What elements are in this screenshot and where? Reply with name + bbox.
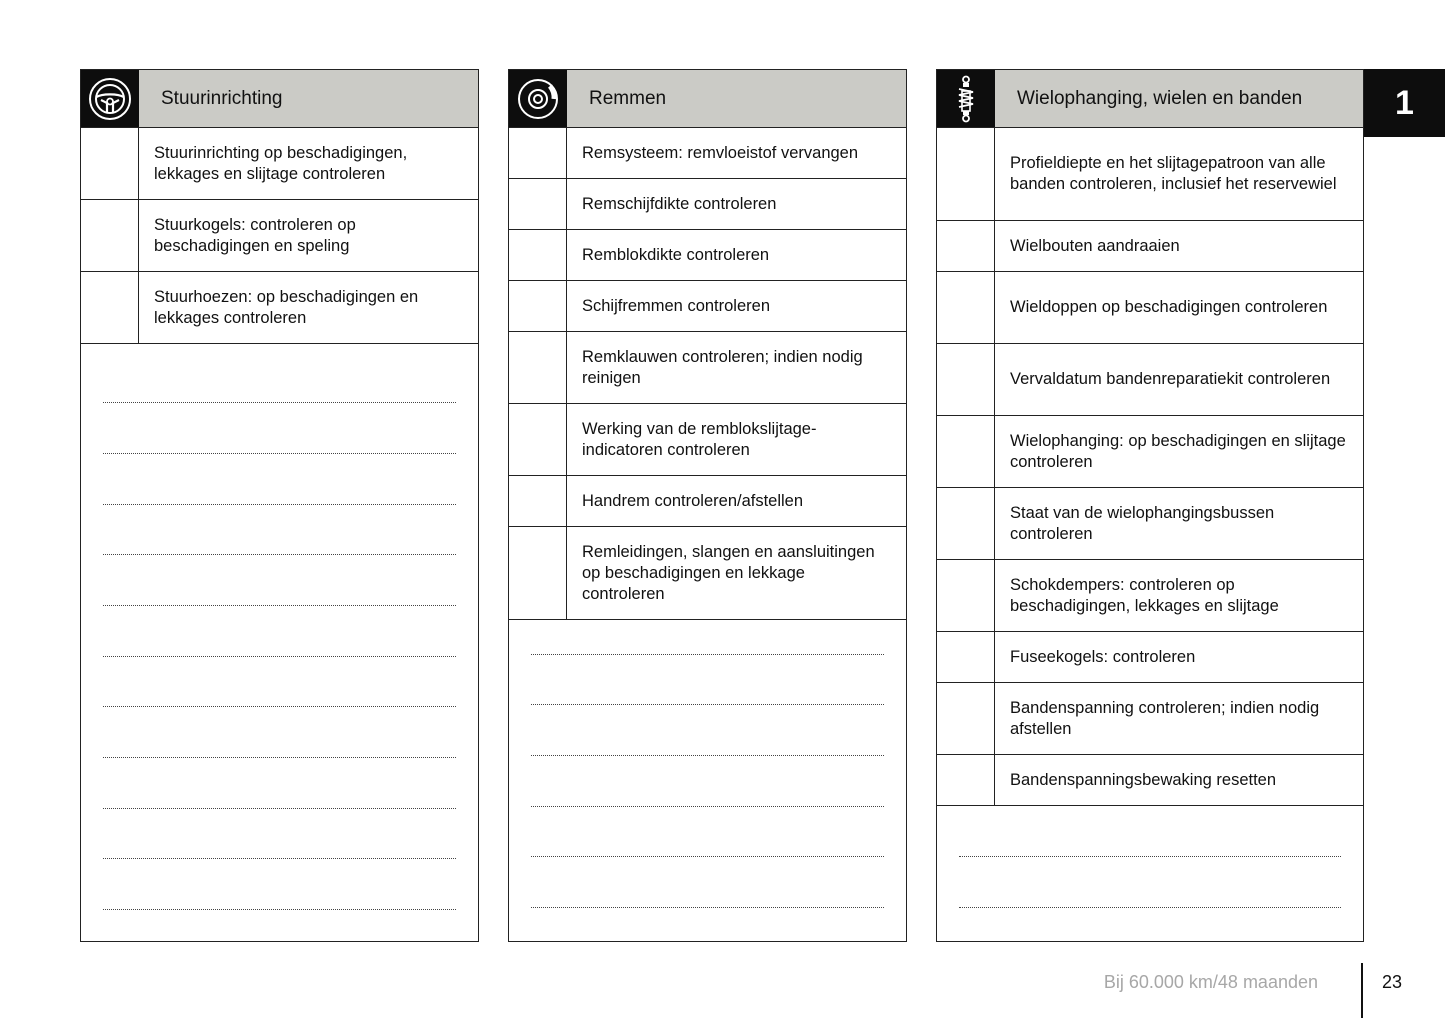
- checklist-item-text: Stuurinrichting op beschadigingen, lekkages en slijtage controleren: [154, 143, 408, 183]
- checklist-row: [937, 488, 1363, 560]
- checklist-row: [937, 755, 1363, 806]
- checklist-row: [81, 200, 478, 272]
- checklist-row: [937, 683, 1363, 755]
- check-box[interactable]: [509, 476, 567, 526]
- checklist-row: [937, 128, 1363, 221]
- note-line: [531, 806, 884, 807]
- check-box[interactable]: [81, 128, 139, 199]
- note-line: [103, 453, 456, 454]
- check-box[interactable]: [509, 230, 567, 280]
- checklist-item-text: Fuseekogels: controleren: [1010, 647, 1196, 666]
- check-box[interactable]: [509, 404, 567, 475]
- checklist-row: [509, 179, 906, 230]
- note-line: [103, 554, 456, 555]
- checklist-item-text: Vervaldatum bandenreparatiekit controleren: [1010, 370, 1331, 388]
- check-box[interactable]: [81, 272, 139, 343]
- checklist-item-text: Remklauwen controleren; indien nodig reinigen: [582, 347, 863, 387]
- check-box[interactable]: [937, 344, 995, 415]
- note-line: [959, 856, 1341, 857]
- note-line: [103, 858, 456, 859]
- checklist-row: [509, 527, 906, 620]
- checklist-item-text: Wielophanging: op beschadigingen en slijtage controleren: [1010, 431, 1346, 471]
- shock-absorber-icon: [937, 70, 995, 127]
- note-line: [531, 704, 884, 705]
- checklist-item-text: Bandenspanningsbewaking resetten: [1010, 770, 1277, 789]
- brake-disc-icon: [509, 70, 567, 127]
- check-box[interactable]: [937, 128, 995, 220]
- checklist-row: [509, 230, 906, 281]
- steering-checklist-panel: [80, 69, 479, 942]
- note-line: [531, 654, 884, 655]
- note-line: [103, 909, 456, 910]
- checklist-item-text: Schijfremmen controleren: [582, 296, 770, 315]
- brakes-title: Remmen: [567, 70, 906, 127]
- checklist-item-text: Handrem controleren/afstellen: [582, 491, 804, 510]
- checklist-row: [937, 632, 1363, 683]
- steering-title: Stuurinrichting: [139, 70, 478, 127]
- checklist-item-text: Wieldoppen op beschadigingen controleren: [1010, 298, 1328, 316]
- note-line: [103, 706, 456, 707]
- note-line: [103, 808, 456, 809]
- brakes-checklist-panel: [508, 69, 907, 942]
- check-box[interactable]: [81, 200, 139, 271]
- suspension-header: [937, 70, 1363, 128]
- checklist-item-text: Stuurkogels: controleren op beschadigingen en speling: [154, 215, 356, 255]
- note-line: [531, 907, 884, 908]
- checklist-item-text: Bandenspanning controleren; indien nodig afstellen: [1010, 698, 1320, 738]
- checklist-row: [509, 404, 906, 476]
- note-line: [103, 605, 456, 606]
- check-box[interactable]: [937, 272, 995, 343]
- check-box[interactable]: [937, 755, 995, 805]
- chapter-tab: 1: [1364, 69, 1445, 137]
- steering-header: [81, 70, 478, 128]
- note-line: [103, 757, 456, 758]
- footer-divider: [1361, 963, 1363, 1018]
- check-box[interactable]: [937, 221, 995, 271]
- note-line: [531, 856, 884, 857]
- checklist-item-text: Remleidingen, slangen en aansluitingen op beschadigingen en lekkage controleren: [582, 542, 875, 603]
- checklist-row: [937, 344, 1363, 416]
- check-box[interactable]: [937, 560, 995, 631]
- checklist-row: [509, 128, 906, 179]
- checklist-item-text: Staat van de wielophangingsbussen controleren: [1010, 503, 1275, 543]
- check-box[interactable]: [509, 179, 567, 229]
- checklist-row: [937, 272, 1363, 344]
- check-box[interactable]: [509, 332, 567, 403]
- check-box[interactable]: [937, 416, 995, 487]
- note-line: [531, 755, 884, 756]
- checklist-row: [937, 560, 1363, 632]
- note-line: [959, 907, 1341, 908]
- checklist-row: [509, 332, 906, 404]
- check-box[interactable]: [509, 281, 567, 331]
- note-line: [103, 504, 456, 505]
- check-box[interactable]: [509, 527, 567, 619]
- page-number: 23: [1381, 972, 1403, 992]
- checklist-item-text: Remblokdikte controleren: [582, 245, 770, 264]
- check-box[interactable]: [509, 128, 567, 178]
- note-line: [103, 656, 456, 657]
- footer-interval: Bij 60.000 km/48 maanden: [1103, 972, 1318, 992]
- note-line: [103, 402, 456, 403]
- checklist-row: [509, 476, 906, 527]
- suspension-checklist-panel: [936, 69, 1364, 942]
- brakes-header: [509, 70, 906, 128]
- suspension-title: Wielophanging, wielen en banden: [995, 70, 1363, 127]
- checklist-item-text: Remsysteem: remvloeistof vervangen: [582, 143, 859, 162]
- check-box[interactable]: [937, 632, 995, 682]
- checklist-item-text: Profieldiepte en het slijtagepatroon van alle banden controleren, inclusief het reservewiel: [1010, 154, 1337, 193]
- checklist-row: [937, 221, 1363, 272]
- checklist-item-text: Werking van de remblokslijtage-indicatoren controleren: [582, 419, 817, 459]
- checklist-item-text: Wielbouten aandraaien: [1010, 236, 1180, 255]
- checklist-item-text: Remschijfdikte controleren: [582, 194, 777, 213]
- checklist-row: [81, 272, 478, 344]
- steering-wheel-icon: [81, 70, 139, 127]
- checklist-row: [937, 416, 1363, 488]
- checklist-item-text: Stuurhoezen: op beschadigingen en lekkages controleren: [154, 287, 419, 327]
- checklist-item-text: Schokdempers: controleren op beschadigingen, lekkages en slijtage: [1010, 575, 1279, 615]
- check-box[interactable]: [937, 488, 995, 559]
- check-box[interactable]: [937, 683, 995, 754]
- checklist-row: [509, 281, 906, 332]
- checklist-row: [81, 128, 478, 200]
